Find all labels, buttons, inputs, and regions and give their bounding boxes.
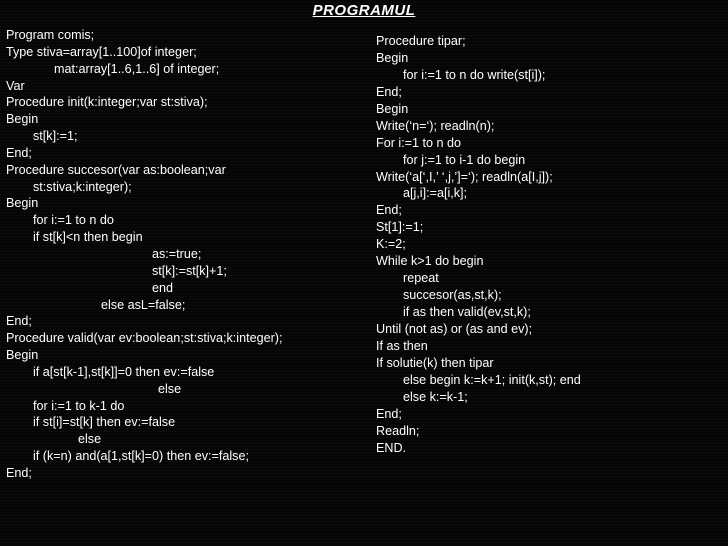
code-line: End; — [6, 145, 32, 160]
code-line: if (k=n) and(a[1,st[k]=0) then ev:=false; — [33, 449, 249, 464]
code-line: Procedure init(k:integer;var st:stiva); — [6, 95, 208, 110]
code-line: Procedure tipar; — [376, 34, 466, 48]
code-line: st:stiva;k:integer); — [33, 179, 132, 194]
code-line: Program comis; — [6, 28, 95, 42]
code-line: repeat — [403, 271, 439, 286]
code-line: for i:=1 to n do write(st[i]); — [403, 67, 546, 82]
code-line: st[k]:=1; — [33, 129, 78, 144]
code-line: if as then valid(ev,st,k); — [403, 305, 531, 319]
code-line: Write(‘n=‘); readln(n); — [376, 118, 495, 133]
code-line: end — [152, 280, 174, 295]
code-line: for j:=1 to i-1 do begin — [403, 152, 526, 167]
code-line: Begin — [6, 196, 39, 211]
code-line: Begin — [376, 101, 409, 116]
code-line: Begin — [6, 112, 39, 127]
code-line: If solutie(k) then tipar — [376, 355, 494, 370]
left-code-column — [6, 27, 351, 482]
code-line: mat:array[1..6,1..6] of integer; — [54, 61, 220, 76]
code-line: for i:=1 to n do — [33, 213, 114, 228]
code-line: else k:=k-1; — [403, 389, 468, 404]
code-line: If as then — [376, 338, 428, 353]
code-line: for i:=1 to k-1 do — [33, 398, 125, 413]
code-line: Until (not as) or (as and ev); — [376, 321, 533, 336]
right-code-column — [376, 33, 726, 456]
code-line: else asL=false; — [101, 297, 186, 312]
code-line: For i:=1 to n do — [376, 135, 462, 150]
code-line: if st[i]=st[k] then ev:=false — [33, 415, 176, 430]
code-line: End; — [6, 314, 32, 329]
code-line: else — [158, 381, 182, 396]
slide-title: PROGRAMUL — [312, 2, 416, 19]
code-line: K:=2; — [376, 237, 406, 252]
code-line: Procedure valid(var ev:boolean;st:stiva;k:integer); — [6, 331, 283, 346]
code-line: as:=true; — [152, 246, 202, 261]
code-line: st[k]:=st[k]+1; — [152, 263, 227, 278]
code-line: a[j,i]:=a[i,k]; — [403, 186, 468, 201]
code-line: END. — [376, 440, 407, 455]
code-line: Write(‘a[‘,I,’ ‘,j,’]=‘); readln(a[I,j]); — [376, 169, 553, 184]
code-line: Begin — [6, 348, 39, 363]
code-line: else begin k:=k+1; init(k,st); end — [403, 372, 581, 387]
code-line: End; — [376, 406, 402, 421]
code-line: if a[st[k-1],st[k]]=0 then ev:=false — [33, 364, 215, 379]
code-line: Var — [6, 78, 25, 93]
code-line: End; — [376, 203, 402, 218]
code-line: succesor(as,st,k); — [403, 288, 502, 303]
code-line: if st[k]<n then begin — [33, 230, 143, 245]
code-line: While k>1 do begin — [376, 254, 484, 269]
code-line: St[1]:=1; — [376, 220, 424, 235]
code-line: Type stiva=array[1..100]of integer; — [6, 44, 197, 59]
code-line: Procedure succesor(var as:boolean;var — [6, 162, 226, 177]
code-line: End; — [6, 465, 32, 480]
code-line: End; — [376, 84, 402, 99]
code-line: Begin — [376, 50, 409, 65]
code-line: Readln; — [376, 423, 420, 438]
code-line: else — [78, 432, 102, 447]
